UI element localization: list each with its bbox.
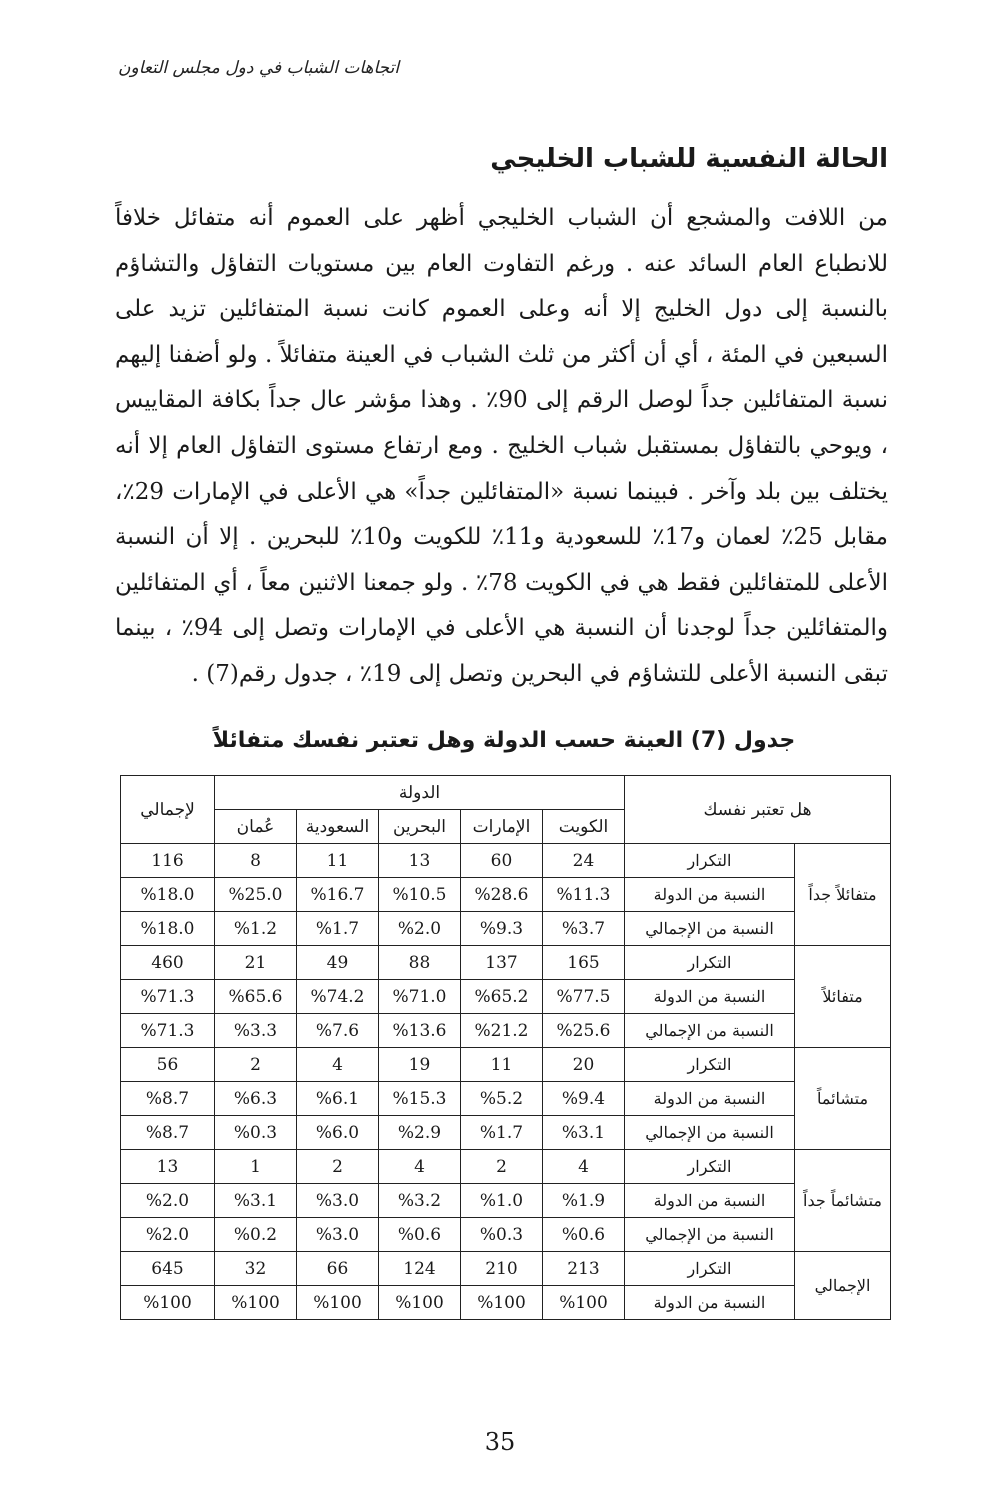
value-cell: 213 — [543, 1252, 625, 1286]
value-cell: %1.7 — [461, 1116, 543, 1150]
metric-label: النسبة من الإجمالي — [625, 1014, 795, 1048]
value-cell: 32 — [215, 1252, 297, 1286]
table-row — [121, 878, 891, 912]
value-cell: %3.3 — [215, 1014, 297, 1048]
total-cell: %71.3 — [121, 980, 215, 1014]
table-row — [121, 912, 891, 946]
value-cell: %9.3 — [461, 912, 543, 946]
metric-label: النسبة من الدولة — [625, 1184, 795, 1218]
value-cell: %100 — [543, 1286, 625, 1320]
metric-label: التكرار — [625, 1252, 795, 1286]
value-cell: 1 — [215, 1150, 297, 1184]
total-header: لإجمالي — [121, 776, 215, 844]
value-cell: 165 — [543, 946, 625, 980]
value-cell: %13.6 — [379, 1014, 461, 1048]
value-cell: %25.6 — [543, 1014, 625, 1048]
value-cell: %100 — [215, 1286, 297, 1320]
table-row — [121, 1082, 891, 1116]
value-cell: %2.9 — [379, 1116, 461, 1150]
category-label: متشائماً — [795, 1048, 891, 1150]
value-cell: 8 — [215, 844, 297, 878]
value-cell: 60 — [461, 844, 543, 878]
value-cell: %74.2 — [297, 980, 379, 1014]
value-cell: %3.1 — [543, 1116, 625, 1150]
value-cell: %3.7 — [543, 912, 625, 946]
table-caption: جدول (7) العينة حسب الدولة وهل تعتبر نفسك متفائلاً — [212, 728, 796, 753]
metric-label: النسبة من الدولة — [625, 980, 795, 1014]
table-row — [121, 1048, 891, 1082]
value-cell: 88 — [379, 946, 461, 980]
value-cell: %71.0 — [379, 980, 461, 1014]
category-label: متفائلاً — [795, 946, 891, 1048]
value-cell: %3.0 — [297, 1184, 379, 1218]
country-header: البحرين — [379, 810, 461, 844]
country-group-header: الدولة — [215, 776, 625, 810]
value-cell: 2 — [461, 1150, 543, 1184]
total-cell: %71.3 — [121, 1014, 215, 1048]
value-cell: %77.5 — [543, 980, 625, 1014]
value-cell: %6.3 — [215, 1082, 297, 1116]
value-cell: 137 — [461, 946, 543, 980]
optimism-table — [120, 775, 891, 1320]
value-cell: %0.6 — [379, 1218, 461, 1252]
value-cell: %1.7 — [297, 912, 379, 946]
total-cell: %2.0 — [121, 1184, 215, 1218]
value-cell: 24 — [543, 844, 625, 878]
metric-label: النسبة من الدولة — [625, 878, 795, 912]
country-header: السعودية — [297, 810, 379, 844]
value-cell: %16.7 — [297, 878, 379, 912]
total-cell: 13 — [121, 1150, 215, 1184]
value-cell: %0.3 — [461, 1218, 543, 1252]
value-cell: %15.3 — [379, 1082, 461, 1116]
value-cell: 11 — [297, 844, 379, 878]
value-cell: %65.2 — [461, 980, 543, 1014]
value-cell: %9.4 — [543, 1082, 625, 1116]
metric-label: النسبة من الإجمالي — [625, 912, 795, 946]
value-cell: 2 — [215, 1048, 297, 1082]
table-row — [121, 1286, 891, 1320]
value-cell: %2.0 — [379, 912, 461, 946]
table-row — [121, 1252, 891, 1286]
category-label: الإجمالي — [795, 1252, 891, 1320]
metric-label: النسبة من الإجمالي — [625, 1116, 795, 1150]
table-row — [121, 1218, 891, 1252]
total-cell: 645 — [121, 1252, 215, 1286]
table-row — [121, 1116, 891, 1150]
country-header: الإمارات — [461, 810, 543, 844]
table-container — [120, 775, 890, 1320]
metric-label: النسبة من الإجمالي — [625, 1218, 795, 1252]
country-header: عُمان — [215, 810, 297, 844]
total-cell: 116 — [121, 844, 215, 878]
category-label: متشائماً جداً — [795, 1150, 891, 1252]
table-row — [121, 844, 891, 878]
table-row — [121, 1014, 891, 1048]
country-header: الكويت — [543, 810, 625, 844]
value-cell: 13 — [379, 844, 461, 878]
table-row — [121, 980, 891, 1014]
value-cell: 4 — [379, 1150, 461, 1184]
value-cell: %3.0 — [297, 1218, 379, 1252]
value-cell: %3.1 — [215, 1184, 297, 1218]
value-cell: %100 — [461, 1286, 543, 1320]
table-row — [121, 946, 891, 980]
metric-label: النسبة من الدولة — [625, 1286, 795, 1320]
metric-label: التكرار — [625, 946, 795, 980]
value-cell: %25.0 — [215, 878, 297, 912]
total-cell: %2.0 — [121, 1218, 215, 1252]
running-header: اتجاهات الشباب في دول مجلس التعاون — [118, 58, 400, 78]
value-cell: %7.6 — [297, 1014, 379, 1048]
value-cell: %28.6 — [461, 878, 543, 912]
value-cell: %0.3 — [215, 1116, 297, 1150]
value-cell: %1.9 — [543, 1184, 625, 1218]
value-cell: %65.6 — [215, 980, 297, 1014]
value-cell: %100 — [379, 1286, 461, 1320]
value-cell: %0.6 — [543, 1218, 625, 1252]
value-cell: %5.2 — [461, 1082, 543, 1116]
category-label: متفائلاً جداً — [795, 844, 891, 946]
value-cell: %11.3 — [543, 878, 625, 912]
table-row — [121, 1150, 891, 1184]
value-cell: 124 — [379, 1252, 461, 1286]
value-cell: 21 — [215, 946, 297, 980]
value-cell: %3.2 — [379, 1184, 461, 1218]
value-cell: %6.0 — [297, 1116, 379, 1150]
value-cell: 11 — [461, 1048, 543, 1082]
table-row — [121, 1184, 891, 1218]
value-cell: %1.2 — [215, 912, 297, 946]
metric-label: النسبة من الدولة — [625, 1082, 795, 1116]
value-cell: %0.2 — [215, 1218, 297, 1252]
value-cell: 20 — [543, 1048, 625, 1082]
section-title: الحالة النفسية للشباب الخليجي — [490, 144, 888, 174]
value-cell: 49 — [297, 946, 379, 980]
page-number: 35 — [484, 1428, 516, 1456]
value-cell: 4 — [297, 1048, 379, 1082]
value-cell: %100 — [297, 1286, 379, 1320]
metric-label: التكرار — [625, 844, 795, 878]
total-cell: 460 — [121, 946, 215, 980]
total-cell: %18.0 — [121, 878, 215, 912]
value-cell: 2 — [297, 1150, 379, 1184]
value-cell: 19 — [379, 1048, 461, 1082]
total-cell: %8.7 — [121, 1082, 215, 1116]
total-cell: %18.0 — [121, 912, 215, 946]
value-cell: %6.1 — [297, 1082, 379, 1116]
total-cell: 56 — [121, 1048, 215, 1082]
value-cell: 66 — [297, 1252, 379, 1286]
question-header: هل تعتبر نفسك — [625, 776, 891, 844]
value-cell: %21.2 — [461, 1014, 543, 1048]
metric-label: التكرار — [625, 1048, 795, 1082]
value-cell: 4 — [543, 1150, 625, 1184]
body-paragraph: من اللافت والمشجع أن الشباب الخليجي أظهر على العموم أنه متفائل خلافاً للانطباع العام السائد عنه . ورغم التفاوت العام بين مستويات التفاؤل والتشاؤم بالنسبة إلى دول الخليج إلا أنه وعلى العموم كانت نسبة المتفائلين تزيد على السبعين في المئة ، أي أن أكثر من ثلث الشباب في العينة متفائلاً . ولو أضفنا إليهم نسبة المتفائلين جداً لوصل الرقم إلى 90٪ . وهذا مؤشر عال جداً بكافة المقاييس ، ويوحي بالتفاؤل بمستقبل شباب الخليج . ومع ارتفاع مستوى التفاؤل العام إلا أنه يختلف بين بلد وآخر . فبينما نسبة «المتفائلين جداً» هي الأعلى في الإمارات 29٪، مقابل 25٪ لعمان و17٪ للسعودية و11٪ للكويت و10٪ للبحرين . إلا أن النسبة الأعلى للمتفائلين فقط هي في الكويت 78٪ . ولو جمعنا الاثنين معاً ، أي المتفائلين والمتفائلين جداً لوجدنا أن النسبة هي الأعلى في الإمارات وتصل إلى 94٪ ، بينما تبقى النسبة الأعلى للتشاؤم في البحرين وتصل إلى 19٪ ، جدول رقم(7) . — [115, 205, 888, 687]
total-cell: %100 — [121, 1286, 215, 1320]
value-cell: %1.0 — [461, 1184, 543, 1218]
value-cell: 210 — [461, 1252, 543, 1286]
value-cell: %10.5 — [379, 878, 461, 912]
total-cell: %8.7 — [121, 1116, 215, 1150]
metric-label: التكرار — [625, 1150, 795, 1184]
